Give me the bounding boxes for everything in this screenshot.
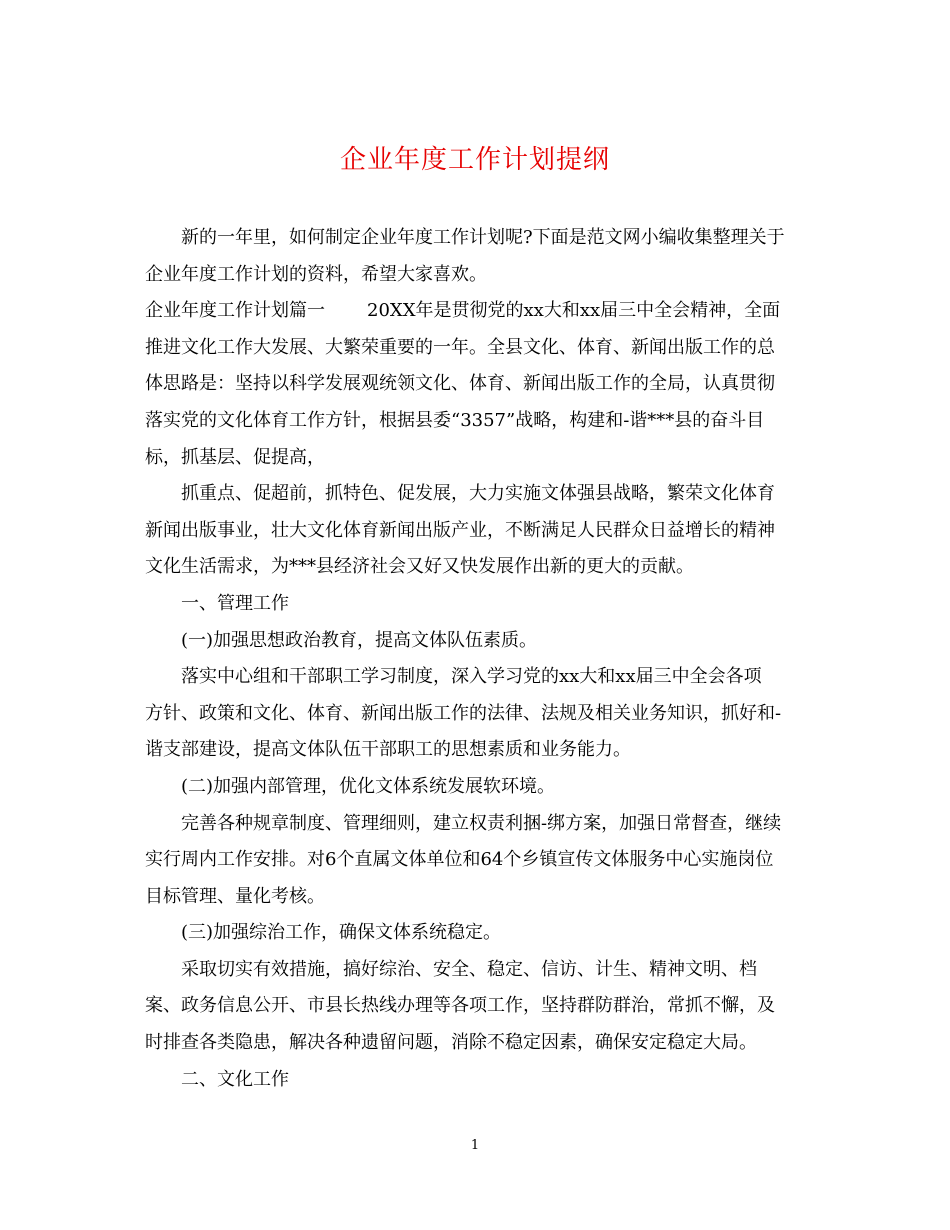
paragraph-line: 落实党的文化体育工作方针，根据县委“3357”战略，构建和-谐***县的奋斗目 bbox=[145, 409, 765, 431]
paragraph-line: 谐支部建设，提高文体队伍干部职工的思想素质和业务能力。 bbox=[145, 739, 631, 761]
paragraph-line: 推进文化工作大发展、大繁荣重要的一年。全县文化、体育、新闻出版工作的总 bbox=[145, 336, 775, 358]
paragraph-line: 体思路是：坚持以科学发展观统领文化、体育、新闻出版工作的全局，认真贯彻 bbox=[145, 373, 775, 395]
paragraph-line: 标，抓基层、促提高， bbox=[145, 446, 325, 468]
page-number: 1 bbox=[470, 1138, 480, 1153]
paragraph-line: 新闻出版事业，壮大文化体育新闻出版产业，不断满足人民群众日益增长的精神 bbox=[145, 519, 775, 541]
document-body bbox=[145, 220, 807, 1098]
paragraph-line: 完善各种规章制度、管理细则，建立权责利捆-绑方案，加强日常督查，继续 bbox=[181, 812, 782, 834]
paragraph-text: 20XX年是贯彻党的xx大和xx届三中全会精神，全面 bbox=[367, 300, 781, 322]
paragraph-line bbox=[145, 293, 807, 330]
paragraph-line: 采取切实有效措施，搞好综治、安全、稳定、信访、计生、精神文明、档 bbox=[181, 958, 757, 980]
subsection-heading: (一)加强思想政治教育，提高文体队伍素质。 bbox=[181, 629, 538, 651]
paragraph-line: 新的一年里，如何制定企业年度工作计划呢?下面是范文网小编收集整理关于 bbox=[181, 227, 785, 248]
paragraph-line: 时排查各类隐患，解决各种遗留问题，消除不稳定因素，确保安定稳定大局。 bbox=[145, 1032, 757, 1054]
paragraph-line: 抓重点、促超前，抓特色、促发展，大力实施文体强县战略，繁荣文化体育 bbox=[181, 483, 775, 505]
paragraph-line: 企业年度工作计划的资料，希望大家喜欢。 bbox=[145, 263, 487, 285]
paragraph-line: 目标管理、量化考核。 bbox=[145, 885, 325, 907]
section-heading: 企业年度工作计划篇一 bbox=[145, 300, 325, 322]
section-heading: 二、文化工作 bbox=[181, 1068, 289, 1090]
paragraph-line: 实行周内工作安排。对6个直属文体单位和64个乡镇宣传文体服务中心实施岗位 bbox=[145, 849, 774, 871]
paragraph-line: 案、政务信息公开、市县长热线办理等各项工作，坚持群防群治，常抓不懈，及 bbox=[145, 995, 775, 1017]
section-heading: 一、管理工作 bbox=[181, 592, 289, 614]
subsection-heading: (三)加强综治工作，确保文体系统稳定。 bbox=[181, 922, 502, 944]
paragraph-line: 落实中心组和干部职工学习制度，深入学习党的xx大和xx届三中全会各项 bbox=[181, 666, 762, 688]
subsection-heading: (二)加强内部管理，优化文体系统发展软环境。 bbox=[181, 775, 556, 797]
paragraph-line: 文化生活需求，为***县经济社会又好又快发展作出新的更大的贡献。 bbox=[145, 556, 694, 578]
paragraph-line: 方针、政策和文化、体育、新闻出版工作的法律、法规及相关业务知识，抓好和- bbox=[145, 702, 782, 724]
document-title: 企业年度工作计划提纲 bbox=[339, 145, 610, 175]
